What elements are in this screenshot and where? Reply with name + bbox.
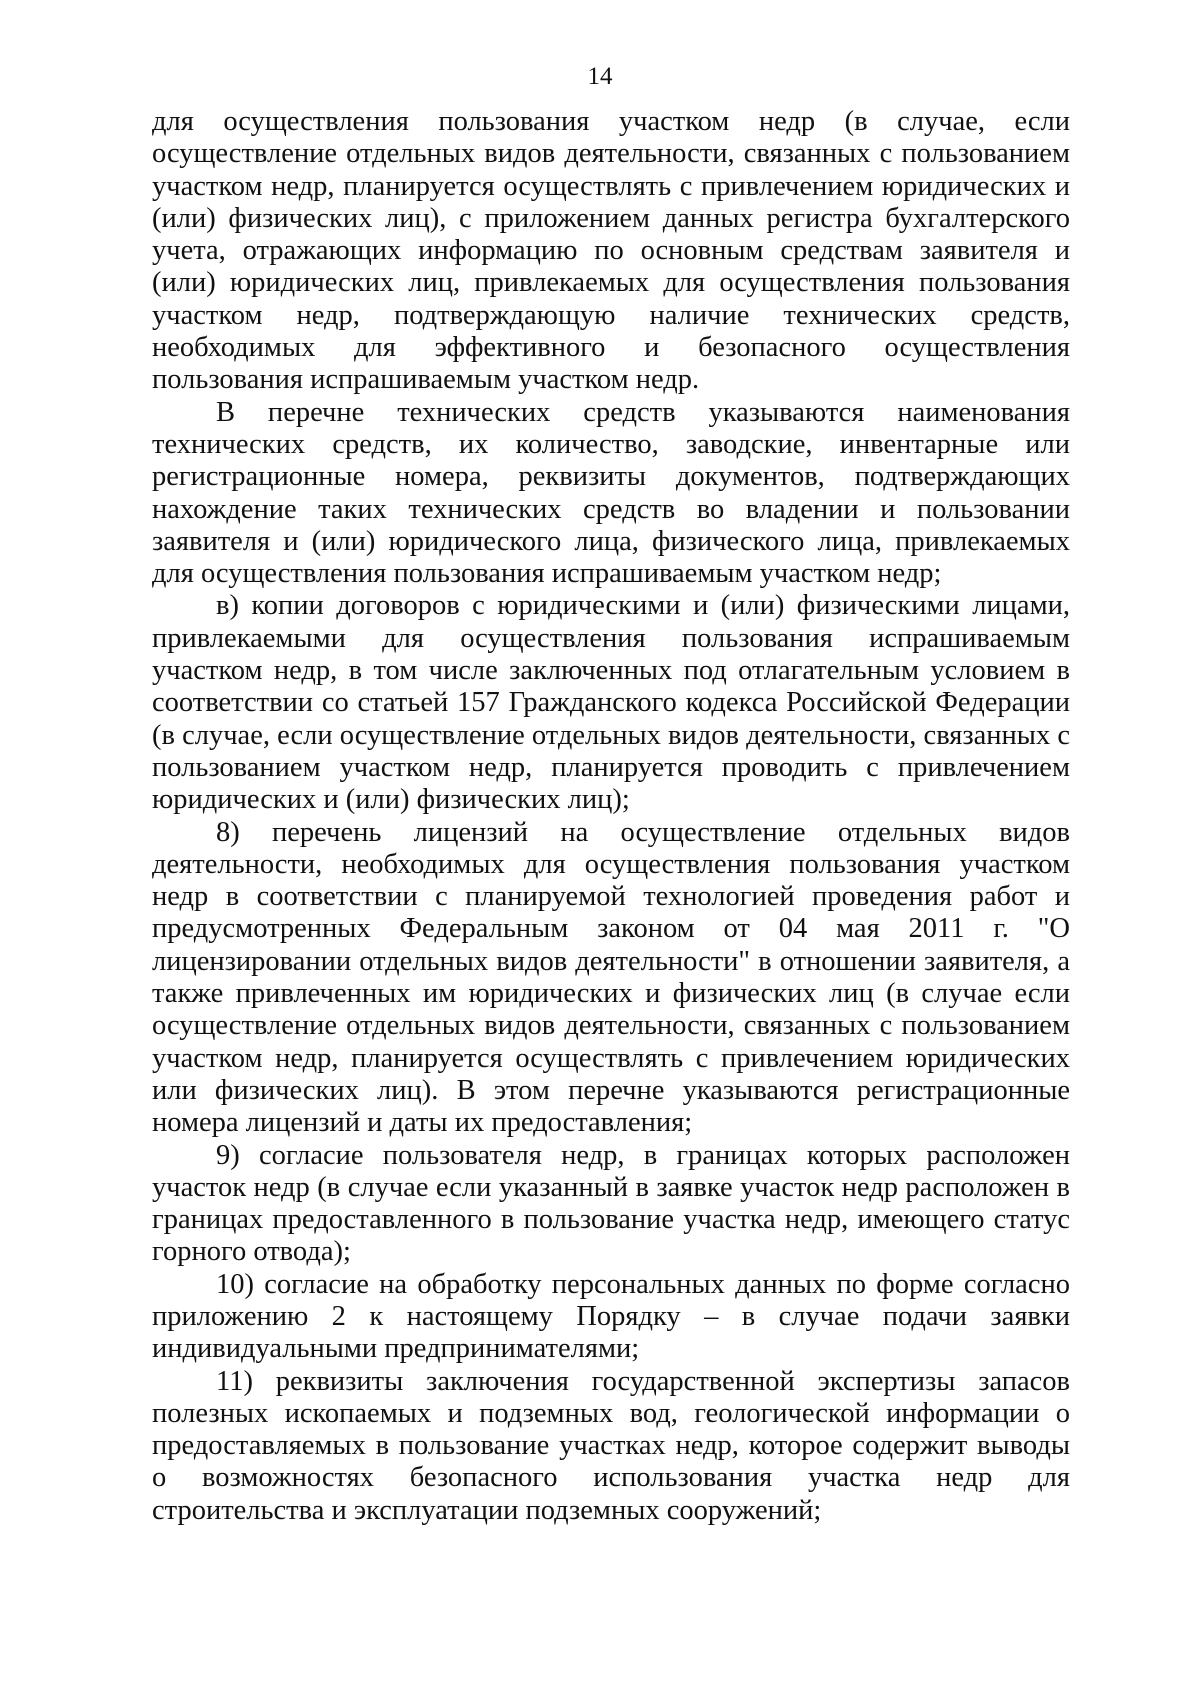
document-body [152, 106, 1070, 1527]
paragraph-continuation: для осуществления пользования участком недр (в случае, если осуществление отдельных видов деятельности, связанных с пользованием участком недр, планируется осуществлять с привлечением юридических и (или) физических лиц), с приложением данных регистра бухгалтерского учета, отражающих информацию по основным средствам заявителя и (или) юридических лиц, привлекаемых для осуществления пользования участком недр, подтверждающую наличие технических средств, необходимых для эффективного и безопасного осуществления пользования испрашиваемым участком недр. [152, 106, 1070, 396]
paragraph-item-9: 9) согласие пользователя недр, в границах которых расположен участок недр (в случае если указанный в заявке участок недр расположен в границах предоставленного в пользование участка недр, имеющего статус горного отвода); [152, 1139, 1070, 1268]
paragraph-item-v: в) копии договоров с юридическими и (или) физическими лицами, привлекаемыми для осуществления пользования испрашиваемым участком недр, в том числе заключенных под отлагательным условием в соответствии со статьей 157 Гражданского кодекса Российской Федерации (в случае, если осуществление отдельных видов деятельности, связанных с пользованием участком недр, планируется проводить с привлечением юридических и (или) физических лиц); [152, 590, 1070, 816]
paragraph-item-8: 8) перечень лицензий на осуществление отдельных видов деятельности, необходимых для осуществления пользования участком недр в соответствии с планируемой технологией проведения работ и предусмотренных Федеральным законом от 04 мая 2011 г. "О лицензировании отдельных видов деятельности" в отношении заявителя, а также привлеченных им юридических и физических лиц (в случае если осуществление отдельных видов деятельности, связанных с пользованием участком недр, планируется осуществлять с привлечением юридических или физических лиц). В этом перечне указываются регистрационные номера лицензий и даты их предоставления; [152, 816, 1070, 1139]
paragraph-technical-means-list: В перечне технических средств указываются наименования технических средств, их количество, заводские, инвентарные или регистрационные номера, реквизиты документов, подтверждающих нахождение таких технических средств во владении и пользовании заявителя и (или) юридического лица, физического лица, привлекаемых для осуществления пользования испрашиваемым участком недр; [152, 396, 1070, 590]
paragraph-item-10: 10) согласие на обработку персональных данных по форме согласно приложению 2 к настоящему Порядку – в случае подачи заявки индивидуальными предпринимателями; [152, 1268, 1070, 1365]
page-number: 14 [587, 63, 613, 90]
paragraph-item-11: 11) реквизиты заключения государственной экспертизы запасов полезных ископаемых и подземных вод, геологической информации о предоставляемых в пользование участках недр, которое содержит выводы о возможностях безопасного использования участка недр для строительства и эксплуатации подземных сооружений; [152, 1365, 1070, 1526]
